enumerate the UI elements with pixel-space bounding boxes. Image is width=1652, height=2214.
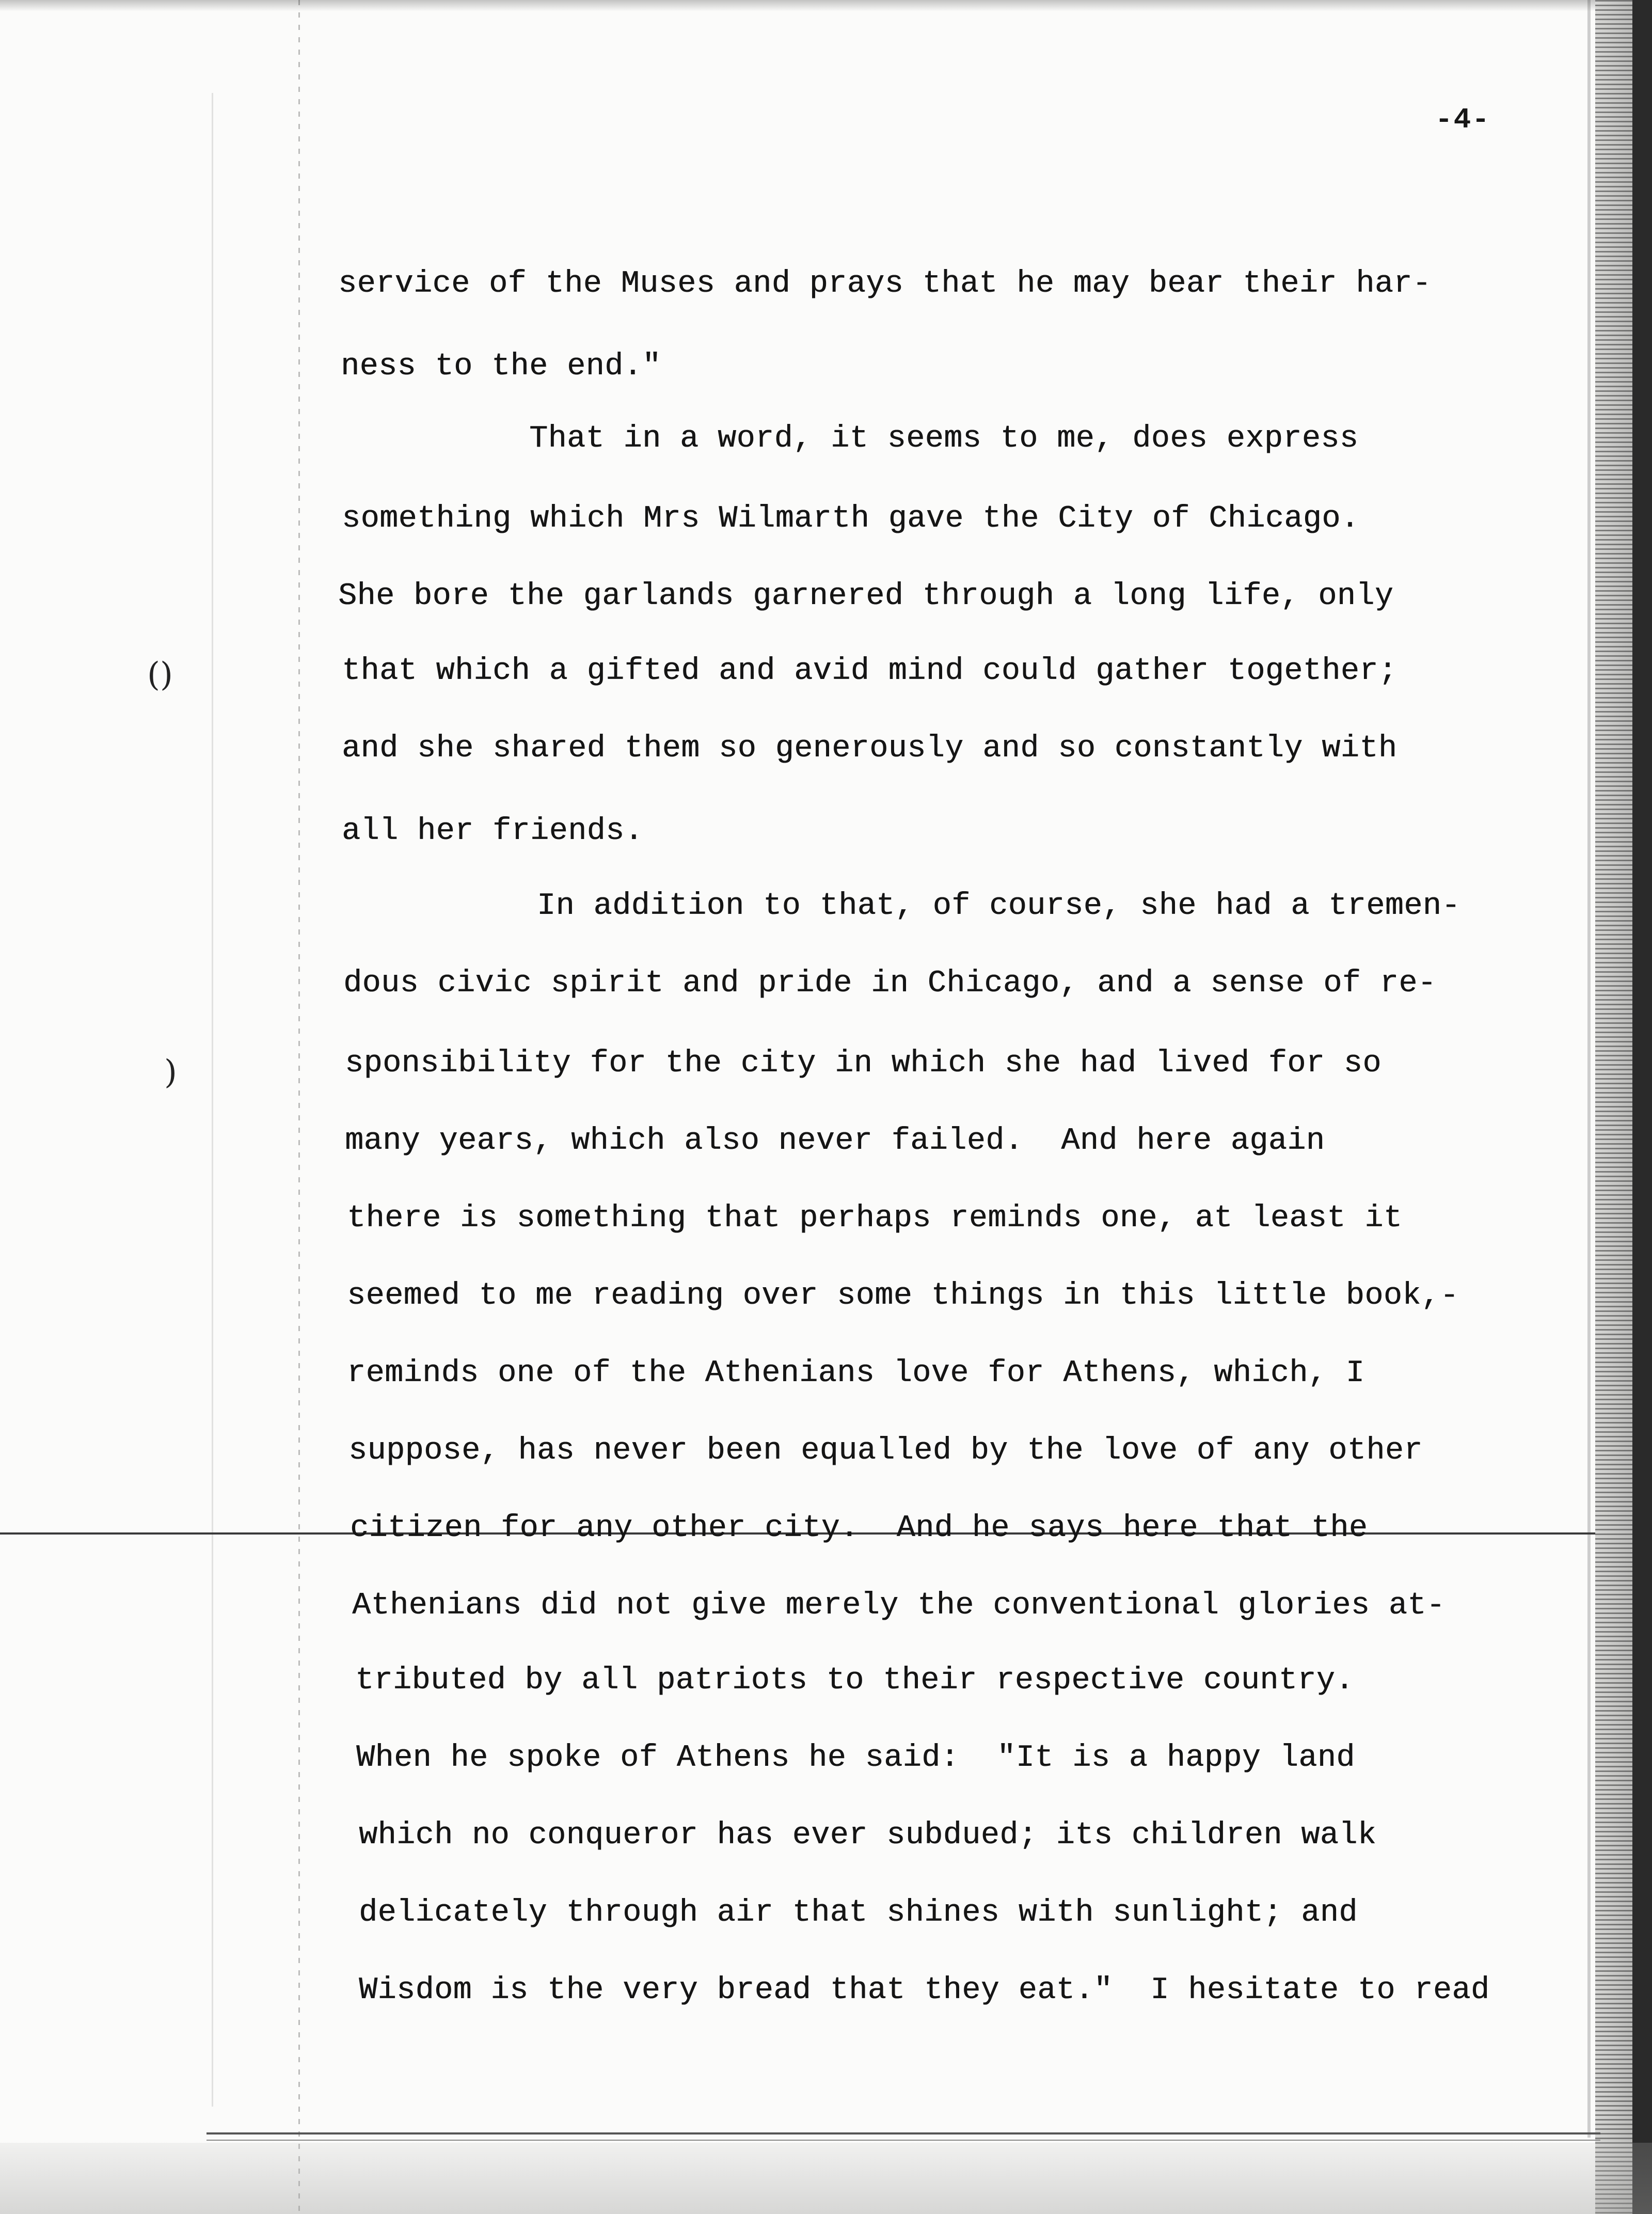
text-line: there is something that perhaps reminds one, at least it xyxy=(347,1201,1403,1236)
text-line: She bore the garlands garnered through a long life, only xyxy=(338,579,1394,614)
page-bottom-edge xyxy=(206,2132,1600,2141)
text-line: suppose, has never been equalled by the love of any other xyxy=(348,1433,1423,1468)
text-line: Athenians did not give merely the conventional glories at- xyxy=(352,1588,1446,1623)
text-line: When he spoke of Athens he said: "It is a happy land xyxy=(356,1741,1355,1776)
left-page-edge xyxy=(212,93,213,2107)
text-line: sponsibility for the city in which she had lived for so xyxy=(345,1046,1381,1081)
text-line: seemed to me reading over some things in this little book,- xyxy=(347,1278,1459,1314)
margin-bracket-mark: () xyxy=(147,656,173,694)
margin-paren-mark: ) xyxy=(164,1053,177,1092)
text-line: ness to the end." xyxy=(341,349,661,384)
text-line: which no conqueror has ever subdued; its children walk xyxy=(359,1818,1377,1853)
text-line: Wisdom is the very bread that they eat." I hesitate to read xyxy=(359,1973,1490,2008)
text-line: service of the Muses and prays that he may bear their har- xyxy=(338,266,1432,302)
page-number: -4- xyxy=(1435,103,1490,136)
scan-top-shadow xyxy=(0,0,1652,11)
text-line: In addition to that, of course, she had a tremen- xyxy=(537,889,1460,924)
text-line: all her friends. xyxy=(342,814,644,849)
scan-bottom-shadow xyxy=(0,2143,1652,2214)
scan-right-border xyxy=(1632,0,1652,2214)
left-fold-line xyxy=(298,0,300,2214)
text-line: reminds one of the Athenians love for Athens, which, I xyxy=(347,1356,1365,1391)
text-line: that which a gifted and avid mind could gather together; xyxy=(342,654,1397,689)
text-line: delicately through air that shines with sunlight; and xyxy=(359,1895,1358,1931)
text-line: dous civic spirit and pride in Chicago, and a sense of re- xyxy=(343,966,1437,1001)
text-line: something which Mrs Wilmarth gave the City of Chicago. xyxy=(342,501,1360,536)
text-line: That in a word, it seems to me, does express xyxy=(529,421,1359,456)
text-line: many years, which also never failed. And here again xyxy=(345,1124,1325,1159)
right-page-edge xyxy=(1587,0,1591,2138)
text-line: citizen for any other city. And he says here that the xyxy=(350,1511,1368,1546)
text-line: and she shared them so generously and so constantly with xyxy=(342,731,1397,766)
text-line: tributed by all patriots to their respective country. xyxy=(355,1663,1354,1698)
